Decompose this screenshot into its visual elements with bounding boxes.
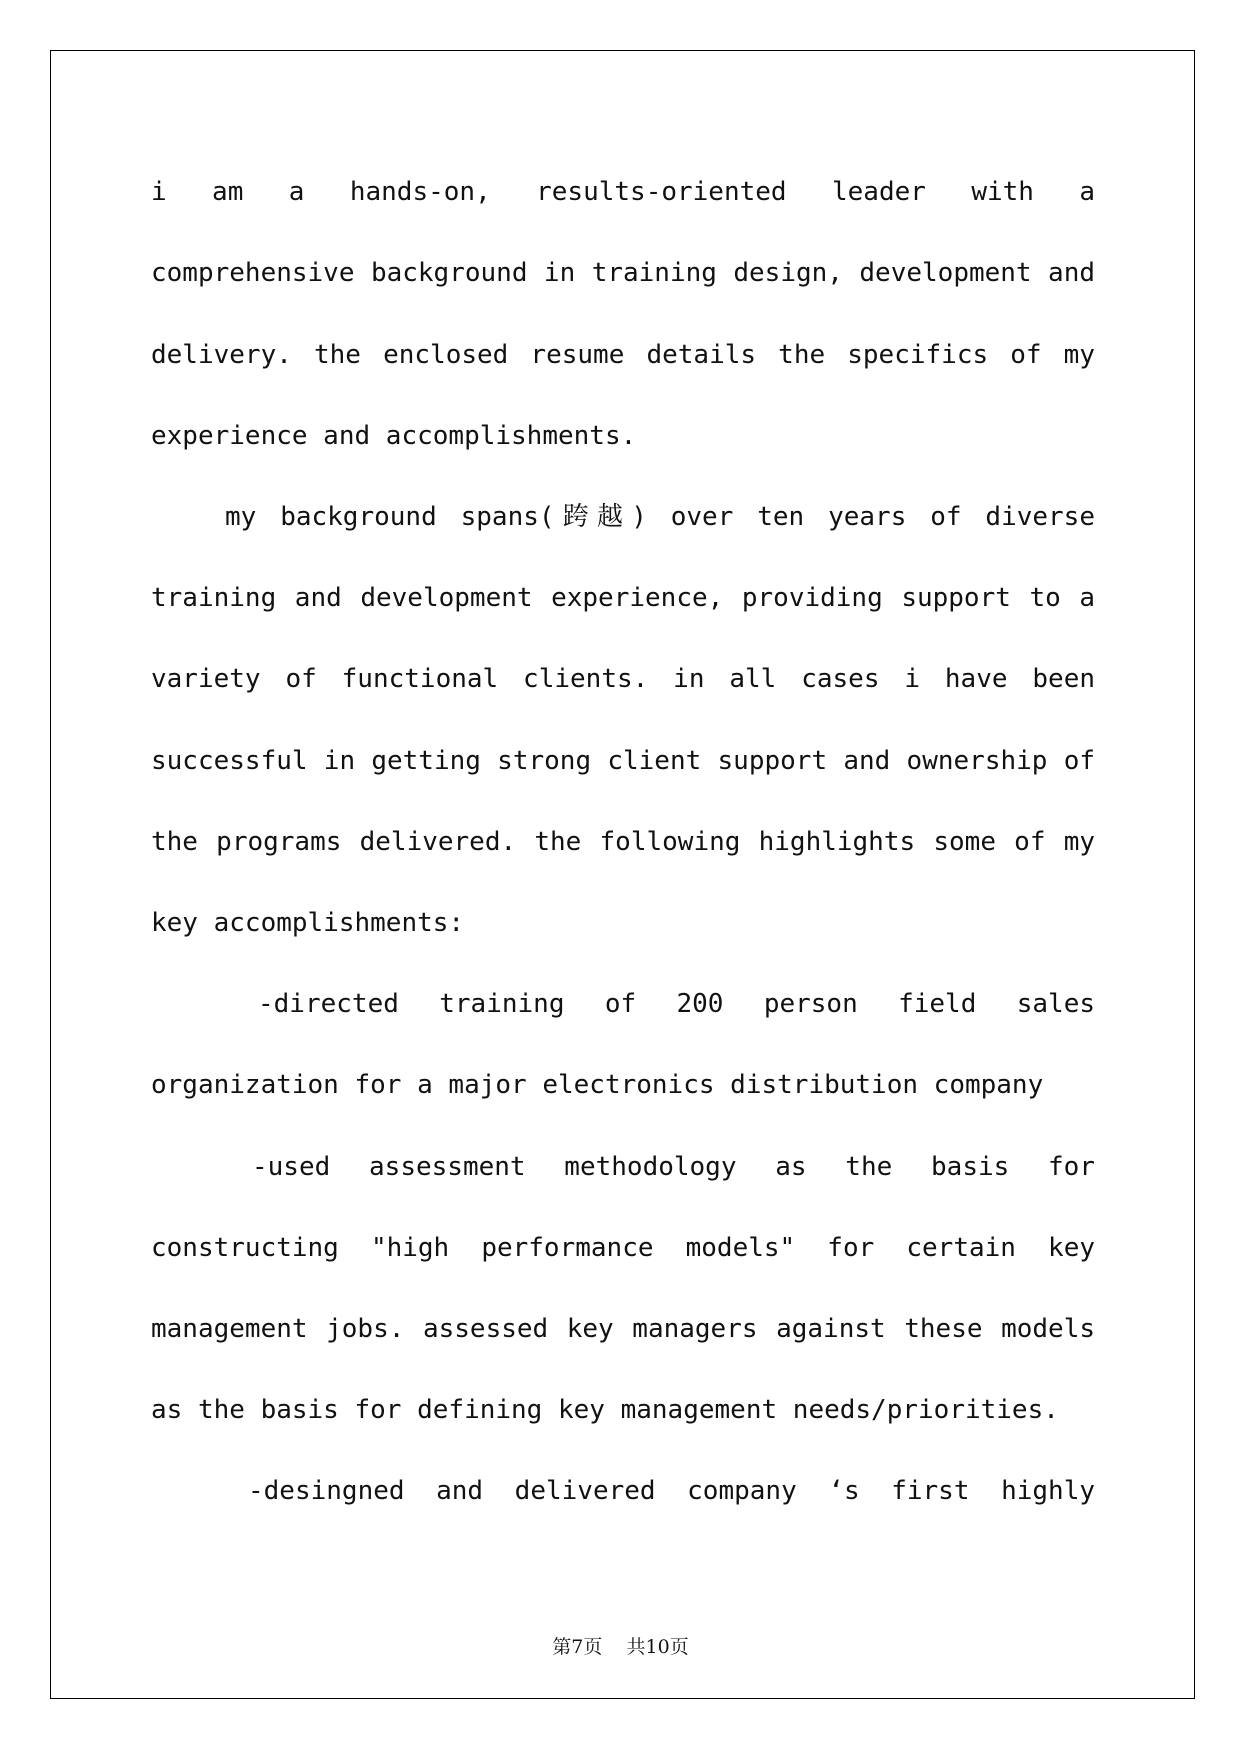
body-line: experience and accomplishments. — [151, 421, 637, 451]
body-line: key accomplishments: — [151, 908, 465, 938]
body-line: the programs delivered. the following highlights some of my — [151, 827, 1095, 857]
body-line: variety of functional clients. in all cases i have been — [151, 664, 1095, 694]
page-border — [50, 50, 1195, 1699]
bullet-line: -desingned and delivered company ‘s first highly — [248, 1476, 1095, 1506]
body-line: comprehensive background in training design, development and — [151, 258, 1095, 288]
body-line: i am a hands-on, results-oriented leader with a — [151, 177, 1095, 207]
body-line: as the basis for defining key management needs/priorities. — [151, 1395, 1059, 1425]
body-line: my background spans(跨越) over ten years of diverse — [225, 502, 1095, 532]
body-line: successful in getting strong client support and ownership of — [151, 746, 1095, 776]
body-line: training and development experience, providing support to a — [151, 583, 1095, 613]
bullet-line: -directed training of 200 person field sales — [258, 989, 1095, 1019]
body-line: organization for a major electronics distribution company — [151, 1070, 1044, 1100]
body-line: management jobs. assessed key managers against these models — [151, 1314, 1095, 1344]
bullet-line: -used assessment methodology as the basis for — [252, 1152, 1095, 1182]
page-number-footer: 第7页 共10页 — [552, 1636, 689, 1658]
body-line: constructing "high performance models" for certain key — [151, 1233, 1095, 1263]
body-line: delivery. the enclosed resume details the specifics of my — [151, 340, 1095, 370]
